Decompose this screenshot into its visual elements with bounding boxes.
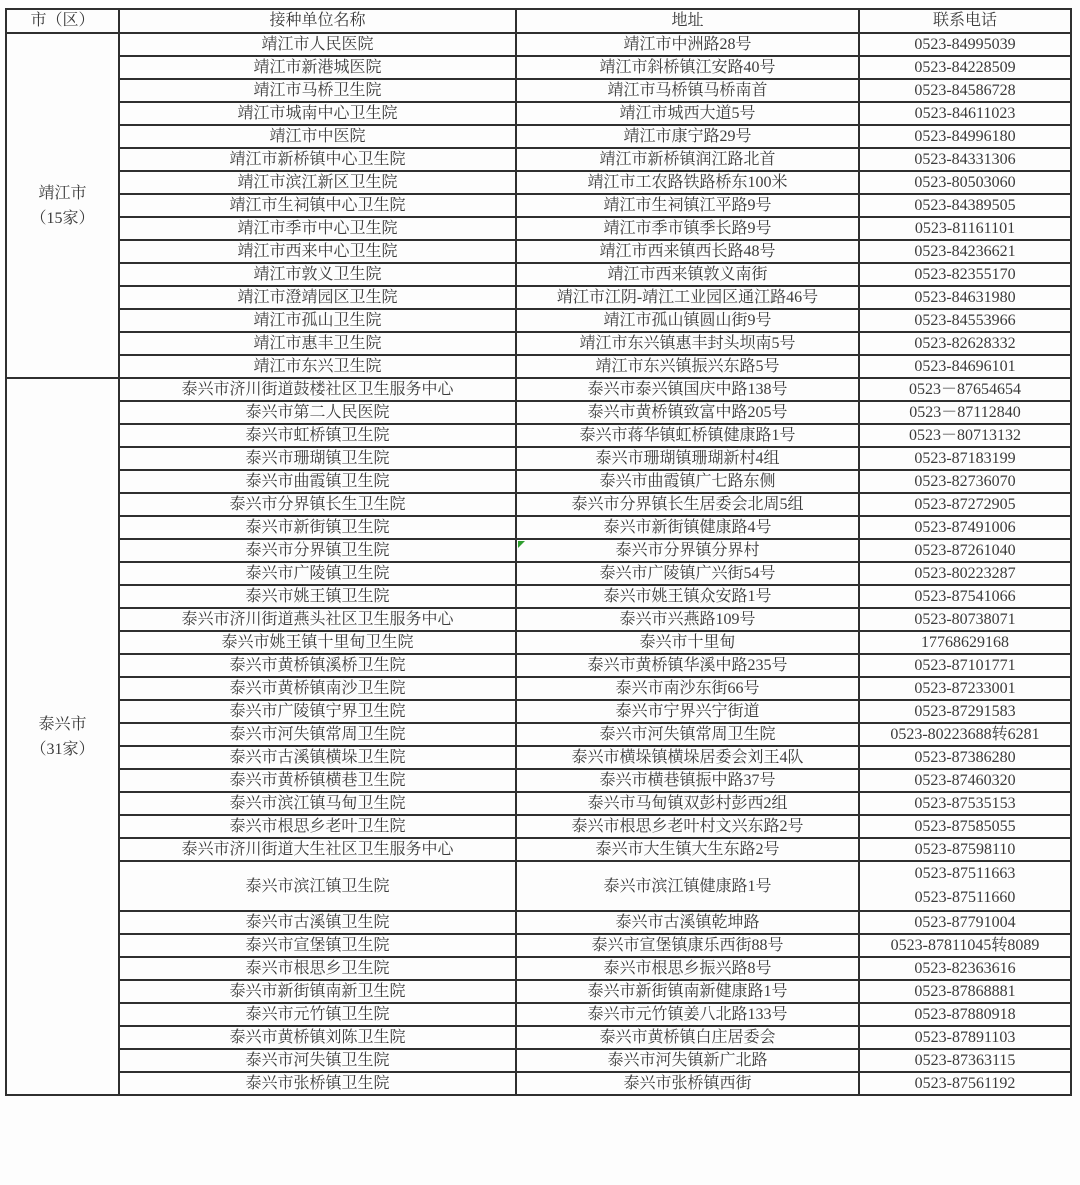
address-text: 泰兴市横巷镇振中路37号 — [599, 772, 776, 789]
phone-cell: 0523-81161101 — [859, 217, 1071, 240]
region-count: （31家） — [30, 740, 95, 758]
address-text: 泰兴市大生镇大生东路2号 — [595, 841, 780, 858]
phone-cell: 0523-87585055 — [859, 815, 1071, 838]
table-row — [6, 171, 1071, 194]
address-cell — [516, 585, 859, 608]
address-cell — [516, 1049, 859, 1072]
unit-name-cell: 泰兴市济川街道燕头社区卫生服务中心 — [119, 608, 516, 631]
region-cell — [6, 378, 119, 1095]
unit-name-cell: 靖江市东兴卫生院 — [119, 355, 516, 378]
address-cell — [516, 332, 859, 355]
address-cell — [516, 56, 859, 79]
address-text: 泰兴市十里甸 — [639, 634, 736, 651]
address-text: 靖江市城西大道5号 — [619, 105, 756, 122]
phone-cell: 0523－80713132 — [859, 424, 1071, 447]
address-text: 泰兴市南沙东街66号 — [615, 680, 760, 697]
address-cell — [516, 769, 859, 792]
table-row — [6, 934, 1071, 957]
phone-cell: 0523-87183199 — [859, 447, 1071, 470]
unit-name-cell: 靖江市敦义卫生院 — [119, 263, 516, 286]
table-row — [6, 539, 1071, 562]
address-cell — [516, 1003, 859, 1026]
unit-name-cell: 靖江市滨江新区卫生院 — [119, 171, 516, 194]
unit-name-cell: 泰兴市河失镇卫生院 — [119, 1049, 516, 1072]
address-cell — [516, 355, 859, 378]
phone-cell: 0523-87868881 — [859, 980, 1071, 1003]
green-corner-marker-icon — [518, 541, 525, 548]
address-cell — [516, 654, 859, 677]
address-cell — [516, 608, 859, 631]
col-header-address: 地址 — [516, 9, 859, 33]
address-cell — [516, 792, 859, 815]
address-text: 泰兴市广陵镇广兴街54号 — [599, 565, 776, 582]
address-cell — [516, 125, 859, 148]
address-cell — [516, 746, 859, 769]
phone-cell: 0523-87272905 — [859, 493, 1071, 516]
phone-cell: 0523-87261040 — [859, 539, 1071, 562]
table-row — [6, 217, 1071, 240]
unit-name-cell: 泰兴市滨江镇马甸卫生院 — [119, 792, 516, 815]
unit-name-cell: 泰兴市济川街道鼓楼社区卫生服务中心 — [119, 378, 516, 401]
address-cell — [516, 1072, 859, 1095]
address-text: 泰兴市珊瑚镇珊瑚新村4组 — [595, 450, 780, 467]
table-header-row — [6, 9, 1071, 33]
table-row — [6, 861, 1071, 911]
table-row — [6, 56, 1071, 79]
phone-cell: 0523-87880918 — [859, 1003, 1071, 1026]
phone-cell: 0523-87891103 — [859, 1026, 1071, 1049]
address-text: 泰兴市曲霞镇广七路东侧 — [599, 473, 776, 490]
address-cell — [516, 631, 859, 654]
address-text: 泰兴市河失镇新广北路 — [607, 1052, 768, 1069]
table-row — [6, 332, 1071, 355]
address-text: 靖江市康宁路29号 — [623, 128, 752, 145]
address-text: 泰兴市根思乡振兴路8号 — [603, 960, 772, 977]
table-row — [6, 1072, 1071, 1095]
address-cell — [516, 700, 859, 723]
phone-cell: 0523-84331306 — [859, 148, 1071, 171]
table-row — [6, 746, 1071, 769]
phone-cell: 17768629168 — [859, 631, 1071, 654]
address-text: 泰兴市张桥镇西街 — [623, 1075, 752, 1092]
address-text: 靖江市生祠镇江平路9号 — [603, 197, 772, 214]
address-cell — [516, 217, 859, 240]
unit-name-cell: 泰兴市张桥镇卫生院 — [119, 1072, 516, 1095]
unit-name-cell: 泰兴市曲霞镇卫生院 — [119, 470, 516, 493]
address-cell — [516, 723, 859, 746]
unit-name-cell: 泰兴市黄桥镇溪桥卫生院 — [119, 654, 516, 677]
unit-name-cell: 靖江市惠丰卫生院 — [119, 332, 516, 355]
table-row — [6, 263, 1071, 286]
unit-name-cell: 靖江市新桥镇中心卫生院 — [119, 148, 516, 171]
address-text: 泰兴市河失镇常周卫生院 — [599, 726, 776, 743]
table-row — [6, 447, 1071, 470]
address-cell — [516, 562, 859, 585]
address-text: 泰兴市元竹镇姜八北路133号 — [587, 1006, 788, 1023]
unit-name-cell: 靖江市新港城医院 — [119, 56, 516, 79]
table-row — [6, 125, 1071, 148]
address-cell — [516, 493, 859, 516]
phone-cell: 0523-87561192 — [859, 1072, 1071, 1095]
table-row — [6, 102, 1071, 125]
table-row — [6, 980, 1071, 1003]
address-text: 靖江市东兴镇振兴东路5号 — [595, 358, 780, 375]
unit-name-cell: 靖江市季市中心卫生院 — [119, 217, 516, 240]
table-row — [6, 815, 1071, 838]
address-text: 靖江市斜桥镇江安路40号 — [599, 59, 776, 76]
table-row — [6, 1003, 1071, 1026]
unit-name-cell: 泰兴市黄桥镇刘陈卫生院 — [119, 1026, 516, 1049]
table-row — [6, 148, 1071, 171]
address-text: 泰兴市宁界兴宁街道 — [615, 703, 760, 720]
unit-name-cell: 泰兴市根思乡卫生院 — [119, 957, 516, 980]
address-cell — [516, 309, 859, 332]
address-cell — [516, 815, 859, 838]
address-text: 泰兴市黄桥镇白庄居委会 — [599, 1029, 776, 1046]
table-row — [6, 286, 1071, 309]
phone-cell: 0523-84228509 — [859, 56, 1071, 79]
table-row — [6, 677, 1071, 700]
phone-number: 0523-87511663 — [914, 865, 1016, 882]
table-row — [6, 654, 1071, 677]
address-cell — [516, 1026, 859, 1049]
table-row — [6, 424, 1071, 447]
unit-name-cell: 靖江市西来中心卫生院 — [119, 240, 516, 263]
address-text: 泰兴市泰兴镇国庆中路138号 — [587, 381, 788, 398]
table-row — [6, 1026, 1071, 1049]
address-text: 泰兴市宣堡镇康乐西街88号 — [591, 937, 784, 954]
unit-name-cell: 泰兴市分界镇卫生院 — [119, 539, 516, 562]
address-cell — [516, 539, 859, 562]
phone-cell: 0523-87791004 — [859, 911, 1071, 934]
address-text: 泰兴市黄桥镇致富中路205号 — [587, 404, 788, 421]
unit-name-cell: 泰兴市济川街道大生社区卫生服务中心 — [119, 838, 516, 861]
address-cell — [516, 378, 859, 401]
address-cell — [516, 911, 859, 934]
unit-name-cell: 泰兴市分界镇长生卫生院 — [119, 493, 516, 516]
table-row — [6, 562, 1071, 585]
address-text: 泰兴市蒋华镇虹桥镇健康路1号 — [579, 427, 796, 444]
table-row — [6, 957, 1071, 980]
address-text: 泰兴市分界镇分界村 — [615, 542, 760, 559]
address-text: 泰兴市横垛镇横垛居委会刘王4队 — [571, 749, 804, 766]
phone-cell: 0523-84696101 — [859, 355, 1071, 378]
table-row — [6, 516, 1071, 539]
phone-cell: 0523-87291583 — [859, 700, 1071, 723]
address-text: 泰兴市新街镇南新健康路1号 — [587, 983, 788, 1000]
phone-cell: 0523-87233001 — [859, 677, 1071, 700]
address-cell — [516, 861, 859, 911]
table-row — [6, 33, 1071, 56]
region-name: 靖江市 — [38, 184, 87, 202]
address-text: 泰兴市马甸镇双彭村彭西2组 — [587, 795, 788, 812]
table-row — [6, 309, 1071, 332]
table-row — [6, 79, 1071, 102]
address-cell — [516, 424, 859, 447]
unit-name-cell: 泰兴市广陵镇卫生院 — [119, 562, 516, 585]
phone-cell: 0523-84631980 — [859, 286, 1071, 309]
unit-name-cell: 靖江市生祠镇中心卫生院 — [119, 194, 516, 217]
phone-cell: 0523-80503060 — [859, 171, 1071, 194]
address-cell — [516, 934, 859, 957]
table-row — [6, 911, 1071, 934]
unit-name-cell: 靖江市澄靖园区卫生院 — [119, 286, 516, 309]
phone-cell: 0523－87654654 — [859, 378, 1071, 401]
address-cell — [516, 102, 859, 125]
unit-name-cell: 靖江市孤山卫生院 — [119, 309, 516, 332]
phone-cell: 0523-87598110 — [859, 838, 1071, 861]
unit-name-cell: 泰兴市珊瑚镇卫生院 — [119, 447, 516, 470]
phone-cell: 0523-80223688转6281 — [859, 723, 1071, 746]
table-row — [6, 240, 1071, 263]
address-text: 靖江市季市镇季长路9号 — [603, 220, 772, 237]
phone-cell: 0523-87101771 — [859, 654, 1071, 677]
unit-name-cell: 泰兴市黄桥镇南沙卫生院 — [119, 677, 516, 700]
phone-cell: 0523-82355170 — [859, 263, 1071, 286]
phone-cell: 0523-87386280 — [859, 746, 1071, 769]
address-cell — [516, 33, 859, 56]
address-text: 靖江市中洲路28号 — [623, 36, 752, 53]
phone-cell: 0523-87363115 — [859, 1049, 1071, 1072]
address-cell — [516, 516, 859, 539]
address-text: 泰兴市分界镇长生居委会北周5组 — [571, 496, 804, 513]
table-row — [6, 769, 1071, 792]
address-text: 靖江市东兴镇惠丰封头坝南5号 — [579, 335, 796, 352]
unit-name-cell: 泰兴市根思乡老叶卫生院 — [119, 815, 516, 838]
unit-name-cell: 泰兴市姚王镇十里甸卫生院 — [119, 631, 516, 654]
unit-name-cell: 泰兴市虹桥镇卫生院 — [119, 424, 516, 447]
col-header-phone: 联系电话 — [859, 9, 1071, 33]
unit-name-cell: 靖江市中医院 — [119, 125, 516, 148]
table-row — [6, 355, 1071, 378]
table-row — [6, 792, 1071, 815]
address-cell — [516, 263, 859, 286]
address-cell — [516, 957, 859, 980]
table-row — [6, 700, 1071, 723]
address-text: 泰兴市古溪镇乾坤路 — [615, 914, 760, 931]
address-cell — [516, 194, 859, 217]
phone-cell: 0523-84995039 — [859, 33, 1071, 56]
unit-name-cell: 泰兴市黄桥镇横巷卫生院 — [119, 769, 516, 792]
address-cell — [516, 286, 859, 309]
phone-cell: 0523－87112840 — [859, 401, 1071, 424]
phone-cell: 0523-84996180 — [859, 125, 1071, 148]
unit-name-cell: 靖江市马桥卫生院 — [119, 79, 516, 102]
phone-cell — [859, 861, 1071, 911]
table-row — [6, 493, 1071, 516]
address-text: 泰兴市根思乡老叶村文兴东路2号 — [571, 818, 804, 835]
region-count: （15家） — [30, 209, 95, 227]
table-row — [6, 194, 1071, 217]
unit-name-cell: 泰兴市滨江镇卫生院 — [119, 861, 516, 911]
phone-cell: 0523-82628332 — [859, 332, 1071, 355]
phone-cell: 0523-87460320 — [859, 769, 1071, 792]
phone-cell: 0523-87535153 — [859, 792, 1071, 815]
address-text: 泰兴市黄桥镇华溪中路235号 — [587, 657, 788, 674]
unit-name-cell: 泰兴市第二人民医院 — [119, 401, 516, 424]
address-text: 靖江市工农路铁路桥东100米 — [587, 174, 788, 191]
table-row — [6, 838, 1071, 861]
address-text: 泰兴市兴燕路109号 — [619, 611, 756, 628]
phone-cell: 0523-84611023 — [859, 102, 1071, 125]
address-cell — [516, 470, 859, 493]
unit-name-cell: 泰兴市新街镇南新卫生院 — [119, 980, 516, 1003]
address-cell — [516, 171, 859, 194]
phone-cell: 0523-80223287 — [859, 562, 1071, 585]
phone-cell: 0523-84586728 — [859, 79, 1071, 102]
address-cell — [516, 447, 859, 470]
address-text: 泰兴市滨江镇健康路1号 — [603, 877, 772, 895]
phone-cell: 0523-87491006 — [859, 516, 1071, 539]
table-row — [6, 1049, 1071, 1072]
col-header-unit-name: 接种单位名称 — [119, 9, 516, 33]
phone-cell: 0523-80738071 — [859, 608, 1071, 631]
address-text: 靖江市新桥镇润江路北首 — [599, 151, 776, 168]
table-row — [6, 723, 1071, 746]
region-cell — [6, 33, 119, 378]
phone-cell: 0523-82363616 — [859, 957, 1071, 980]
region-name: 泰兴市 — [38, 715, 87, 733]
address-cell — [516, 980, 859, 1003]
phone-cell: 0523-87541066 — [859, 585, 1071, 608]
address-text: 靖江市西来镇敦义南街 — [607, 266, 768, 283]
address-text: 靖江市江阴-靖江工业园区通江路46号 — [556, 289, 819, 306]
vaccination-units-table — [5, 8, 1072, 1096]
unit-name-cell: 靖江市人民医院 — [119, 33, 516, 56]
unit-name-cell: 泰兴市古溪镇横垛卫生院 — [119, 746, 516, 769]
table-row — [6, 631, 1071, 654]
address-text: 靖江市马桥镇马桥南首 — [607, 82, 768, 99]
unit-name-cell: 泰兴市宣堡镇卫生院 — [119, 934, 516, 957]
unit-name-cell: 泰兴市姚王镇卫生院 — [119, 585, 516, 608]
table-row — [6, 378, 1071, 401]
unit-name-cell: 泰兴市古溪镇卫生院 — [119, 911, 516, 934]
table-row — [6, 470, 1071, 493]
phone-number-secondary: 0523-87511660 — [914, 889, 1016, 906]
table-row — [6, 585, 1071, 608]
unit-name-cell: 泰兴市广陵镇宁界卫生院 — [119, 700, 516, 723]
address-cell — [516, 148, 859, 171]
phone-cell: 0523-84389505 — [859, 194, 1071, 217]
unit-name-cell: 泰兴市河失镇常周卫生院 — [119, 723, 516, 746]
unit-name-cell: 泰兴市元竹镇卫生院 — [119, 1003, 516, 1026]
phone-cell: 0523-87811045转8089 — [859, 934, 1071, 957]
address-text: 泰兴市新街镇健康路4号 — [603, 519, 772, 536]
address-text: 靖江市孤山镇圆山街9号 — [603, 312, 772, 329]
phone-cell: 0523-84236621 — [859, 240, 1071, 263]
address-cell — [516, 401, 859, 424]
table-row — [6, 401, 1071, 424]
address-cell — [516, 677, 859, 700]
phone-cell: 0523-82736070 — [859, 470, 1071, 493]
phone-cell: 0523-84553966 — [859, 309, 1071, 332]
address-cell — [516, 838, 859, 861]
address-text: 靖江市西来镇西长路48号 — [599, 243, 776, 260]
col-header-region: 市（区） — [6, 9, 119, 33]
address-cell — [516, 240, 859, 263]
address-text: 泰兴市姚王镇众安路1号 — [603, 588, 772, 605]
unit-name-cell: 靖江市城南中心卫生院 — [119, 102, 516, 125]
address-cell — [516, 79, 859, 102]
unit-name-cell: 泰兴市新街镇卫生院 — [119, 516, 516, 539]
table-row — [6, 608, 1071, 631]
